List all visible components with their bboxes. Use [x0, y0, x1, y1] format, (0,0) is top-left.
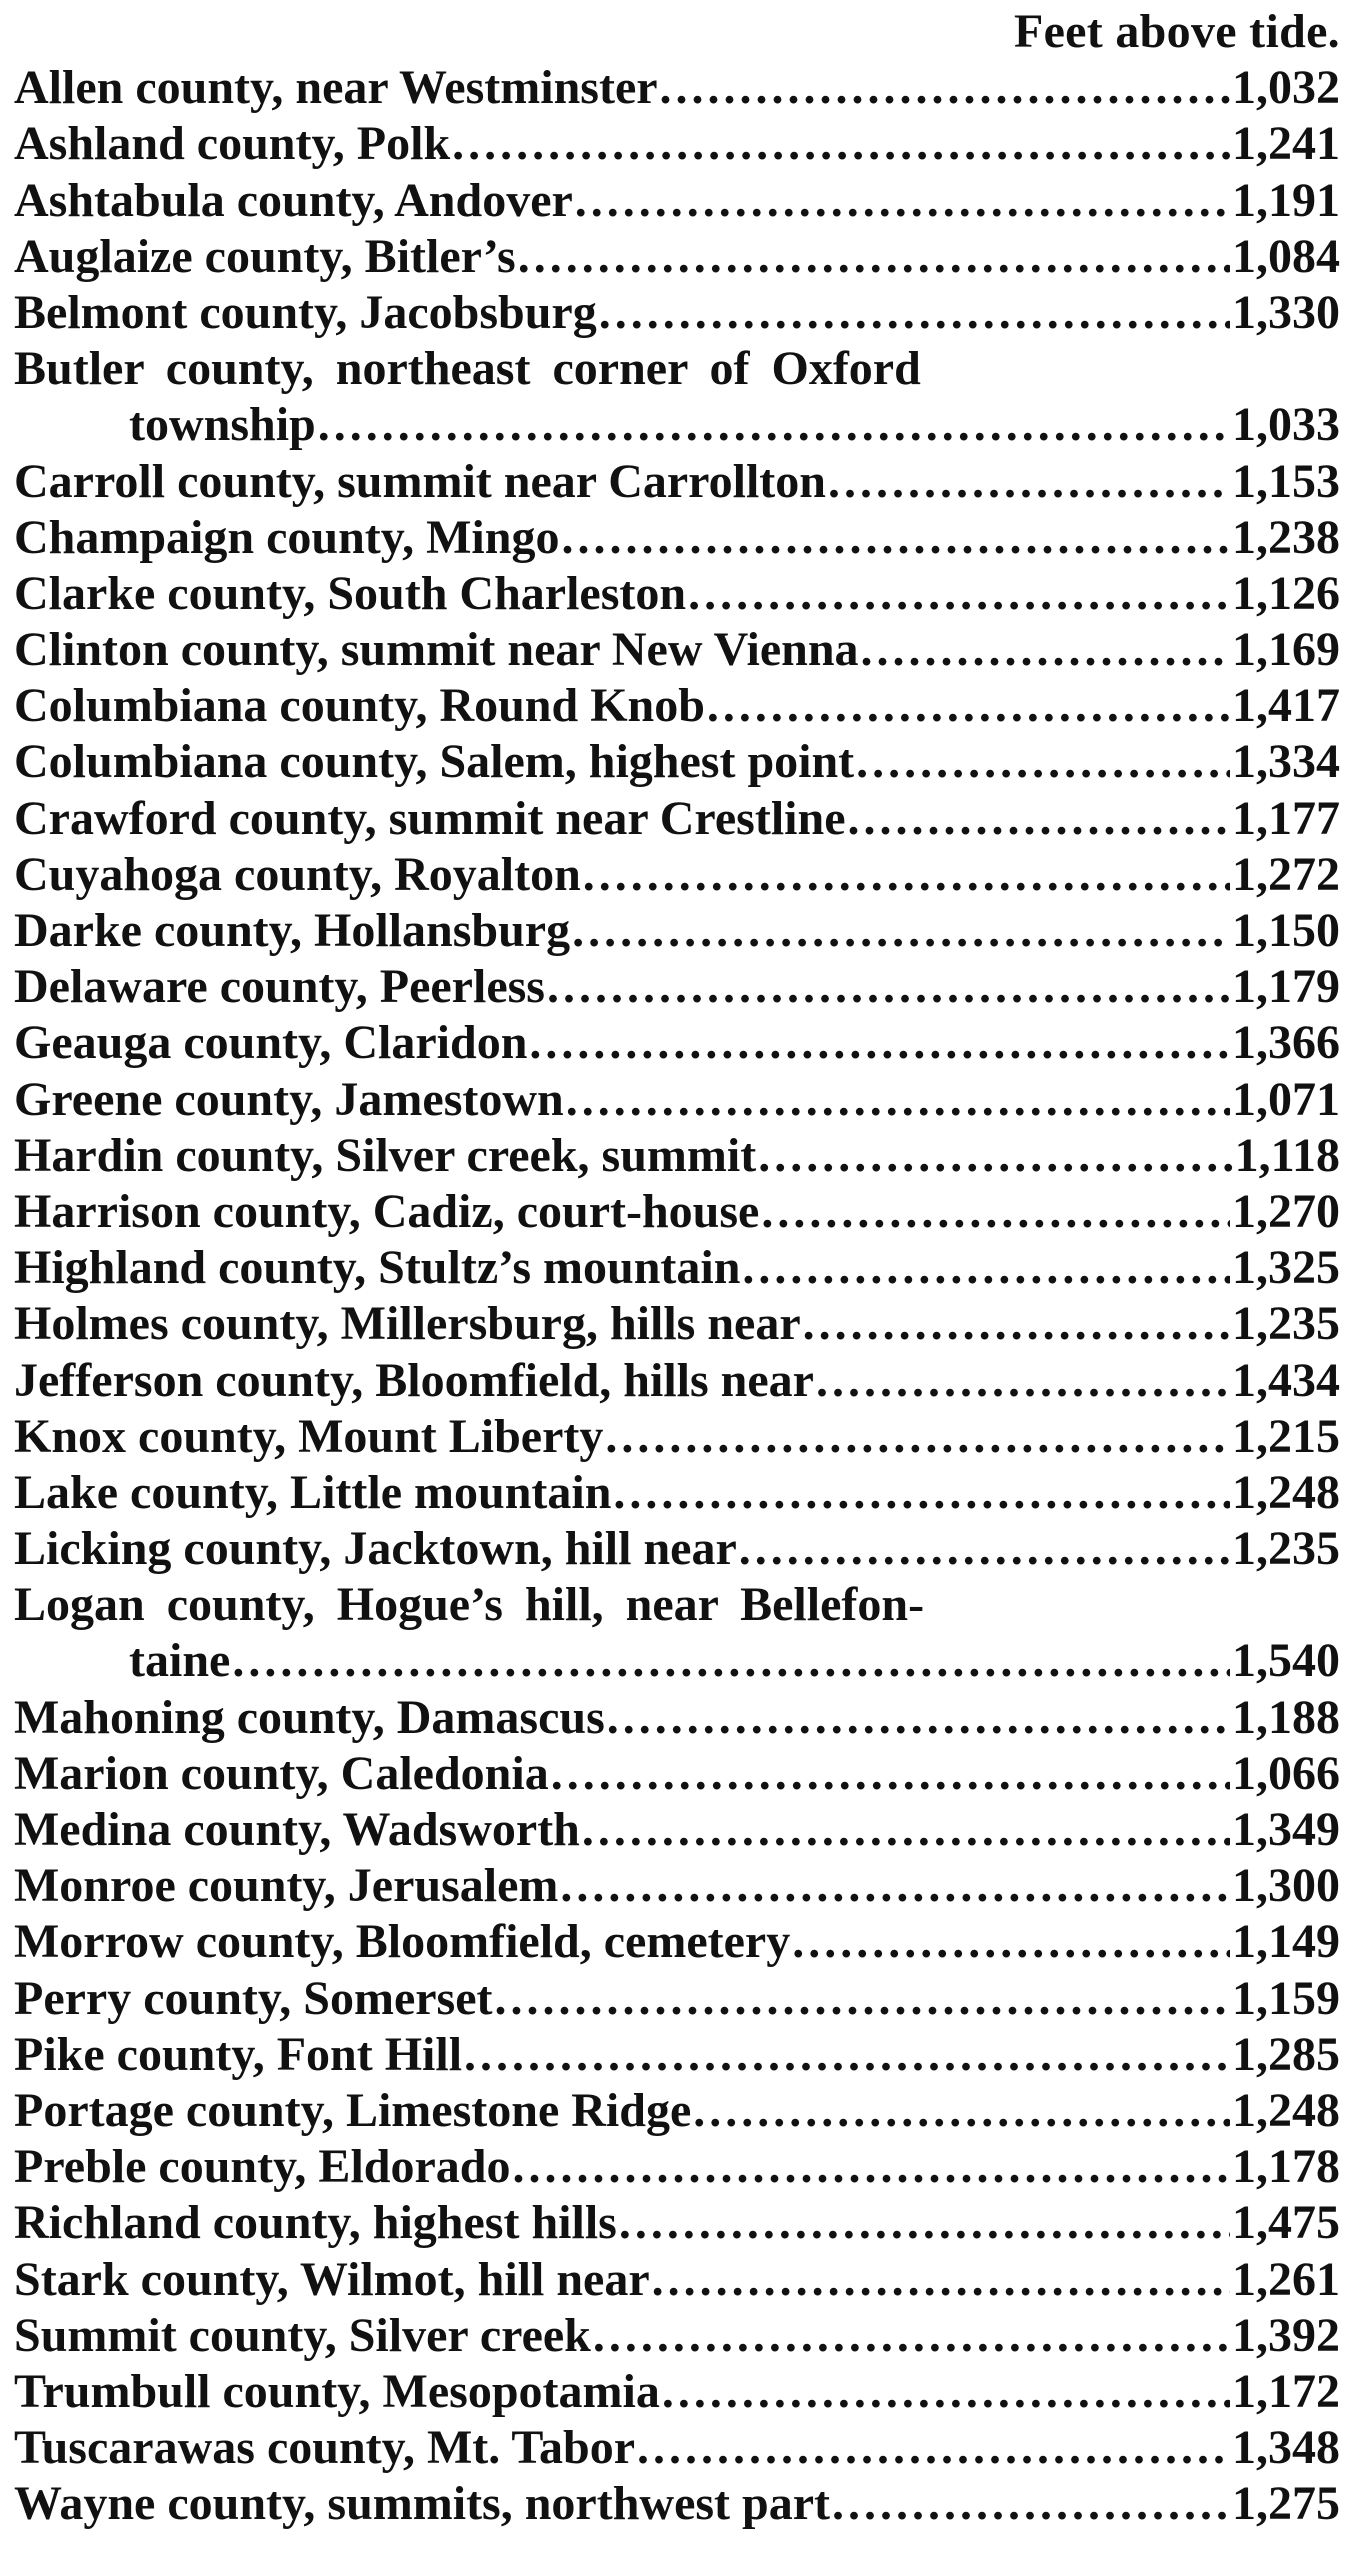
elevation-value: 1,261	[1232, 2252, 1340, 2306]
entry-label: Holmes county, Millersburg, hills near	[14, 1297, 801, 1351]
dot-leader	[637, 2420, 1230, 2476]
dot-leader	[758, 1128, 1232, 1184]
entry-label: Ashland county, Polk	[14, 117, 451, 171]
entry-label: Jefferson county, Bloomfield, hills near	[14, 1353, 814, 1407]
dot-leader	[660, 60, 1230, 116]
elevation-value: 1,238	[1232, 510, 1340, 564]
elevation-value: 1,285	[1232, 2027, 1340, 2081]
dot-leader	[662, 2364, 1230, 2420]
dot-leader	[512, 2139, 1230, 2195]
elevation-value: 1,215	[1232, 1409, 1340, 1463]
elevation-value: 1,177	[1232, 791, 1340, 845]
entry-label: Auglaize county, Bitler’s	[14, 229, 516, 283]
elevation-value: 1,178	[1232, 2140, 1340, 2194]
dot-leader	[495, 1971, 1230, 2027]
elevation-value: 1,349	[1232, 1803, 1340, 1856]
elevation-entry	[14, 1971, 1340, 2027]
dot-leader	[832, 2476, 1230, 2532]
dot-leader	[318, 397, 1230, 453]
elevation-value: 1,300	[1232, 1859, 1340, 1913]
dot-leader	[856, 734, 1230, 790]
elevation-value: 1,334	[1232, 735, 1340, 789]
dot-leader	[828, 454, 1230, 510]
elevation-value: 1,248	[1232, 2083, 1340, 2137]
dot-leader	[605, 1409, 1230, 1465]
elevation-value: 1,475	[1232, 2196, 1340, 2250]
elevation-entry	[14, 1184, 1340, 1240]
elevation-entry	[14, 959, 1340, 1015]
elevation-entry	[14, 229, 1340, 285]
elevation-entry	[14, 397, 1340, 453]
dot-leader	[739, 1521, 1230, 1577]
elevation-entry	[14, 1746, 1340, 1802]
entry-label: Portage county, Limestone Ridge	[14, 2083, 692, 2137]
entry-label: Crawford county, summit near Crestline	[14, 791, 846, 845]
elevation-value: 1,392	[1232, 2308, 1340, 2362]
elevation-entry	[14, 847, 1340, 903]
entry-label: Columbiana county, Round Knob	[14, 679, 705, 733]
elevation-value: 1,330	[1232, 285, 1340, 339]
entry-label: Morrow county, Bloomfield, cemetery	[14, 1915, 791, 1969]
dot-leader	[761, 1184, 1230, 1240]
dot-leader	[561, 510, 1230, 566]
dot-leader	[803, 1296, 1230, 1352]
entry-label: Highland county, Stultz’s mountain	[14, 1241, 741, 1295]
entry-label: Preble county, Eldorado	[14, 2140, 511, 2194]
dot-leader	[529, 1015, 1230, 1071]
entry-label: Perry county, Somerset	[14, 1971, 493, 2025]
dot-leader	[583, 847, 1230, 903]
dot-leader	[607, 1690, 1230, 1746]
elevation-value: 1,084	[1232, 229, 1340, 283]
entry-label-line: Butler county, northeast corner of Oxford	[14, 342, 921, 396]
entry-label: Geauga county, Claridon	[14, 1016, 528, 1070]
entry-label-line: Logan county, Hogue’s hill, near Bellefon-	[14, 1578, 925, 1632]
elevation-value: 1,275	[1232, 2477, 1340, 2531]
entry-label: Hardin county, Silver creek, summit	[14, 1128, 757, 1182]
dot-leader	[572, 903, 1230, 959]
entry-label: Allen county, near Westminster	[14, 61, 658, 115]
entry-label: Columbiana county, Salem, highest point	[14, 735, 855, 789]
elevation-value: 1,235	[1232, 1522, 1340, 1576]
dot-leader	[232, 1633, 1230, 1689]
entry-label: Champaign county, Mingo	[14, 510, 560, 564]
dot-leader	[693, 2083, 1230, 2139]
elevation-value: 1,325	[1232, 1241, 1340, 1295]
elevation-value: 1,149	[1232, 1915, 1340, 1969]
elevation-value: 1,188	[1232, 1690, 1340, 1744]
elevation-entry	[14, 60, 1340, 116]
dot-leader	[652, 2252, 1230, 2308]
entry-label: Pike county, Font Hill	[14, 2027, 463, 2081]
entry-label: Greene county, Jamestown	[14, 1072, 564, 1126]
elevation-entry	[14, 622, 1340, 678]
elevation-entry	[14, 1802, 1340, 1858]
entry-label-continuation: taine	[129, 1634, 231, 1688]
elevation-entry	[14, 791, 1340, 847]
elevation-entry	[14, 1072, 1340, 1128]
elevation-entry	[14, 1633, 1340, 1689]
elevation-entry	[14, 1128, 1340, 1184]
entry-label: Licking county, Jacktown, hill near	[14, 1522, 737, 1576]
dot-leader	[742, 1240, 1230, 1296]
dot-leader	[848, 791, 1231, 847]
elevation-entry	[14, 734, 1340, 790]
elevation-entry	[14, 173, 1340, 229]
elevation-value: 1,270	[1232, 1184, 1340, 1238]
elevation-value: 1,032	[1232, 61, 1340, 115]
dot-leader	[792, 1914, 1230, 1970]
dot-leader	[688, 566, 1230, 622]
elevation-entry	[14, 2139, 1340, 2195]
dot-leader	[547, 959, 1230, 1015]
elevation-value: 1,241	[1232, 117, 1340, 171]
elevation-value: 1,169	[1232, 623, 1340, 677]
elevation-value: 1,235	[1232, 1297, 1340, 1351]
elevation-entry	[14, 1015, 1340, 1071]
entry-label: Trumbull county, Mesopotamia	[14, 2364, 660, 2418]
elevation-entry	[14, 1296, 1340, 1352]
elevation-value: 1,434	[1232, 1353, 1340, 1407]
elevation-entry	[14, 2476, 1340, 2532]
dot-leader	[575, 173, 1230, 229]
entry-label: Tuscarawas county, Mt. Tabor	[14, 2421, 635, 2475]
elevation-entry	[14, 1690, 1340, 1746]
elevation-value: 1,366	[1232, 1016, 1340, 1070]
entry-label: Belmont county, Jacobsburg	[14, 285, 597, 339]
elevation-value: 1,179	[1232, 960, 1340, 1014]
elevation-value: 1,153	[1232, 454, 1340, 508]
dot-leader	[861, 622, 1230, 678]
elevation-list	[14, 60, 1340, 2532]
elevation-entry	[14, 1409, 1340, 1465]
dot-leader	[613, 1465, 1230, 1521]
entry-label: Mahoning county, Damascus	[14, 1690, 605, 1744]
elevation-value: 1,159	[1232, 1971, 1340, 2025]
elevation-entry	[14, 1240, 1340, 1296]
elevation-entry	[14, 2420, 1340, 2476]
dot-leader	[551, 1746, 1230, 1802]
entry-label: Richland county, highest hills	[14, 2196, 617, 2250]
entry-label: Carroll county, summit near Carrollton	[14, 454, 826, 508]
dot-leader	[707, 678, 1230, 734]
elevation-entry	[14, 116, 1340, 172]
elevation-value: 1,191	[1232, 173, 1340, 227]
elevation-value: 1,248	[1232, 1465, 1340, 1519]
entry-label: Harrison county, Cadiz, court-house	[14, 1184, 760, 1238]
elevation-value: 1,272	[1232, 847, 1340, 901]
entry-label: Marion county, Caledonia	[14, 1746, 549, 1800]
elevation-entry	[14, 1858, 1340, 1914]
elevation-entry	[14, 285, 1340, 341]
entry-label: Clarke county, South Charleston	[14, 566, 687, 620]
dot-leader	[593, 2308, 1230, 2364]
entry-label: Clinton county, summit near New Vienna	[14, 623, 859, 677]
elevation-entry	[14, 1353, 1340, 1409]
elevation-entry	[14, 2364, 1340, 2420]
elevation-value: 1,033	[1232, 398, 1340, 452]
entry-label: Delaware county, Peerless	[14, 960, 545, 1014]
elevation-value: 1,126	[1232, 566, 1340, 620]
dot-leader	[816, 1353, 1230, 1409]
elevation-entry	[14, 510, 1340, 566]
dot-leader	[518, 229, 1230, 285]
entry-label-continuation: township	[129, 398, 316, 452]
entry-label: Cuyahoga county, Royalton	[14, 847, 581, 901]
elevation-entry	[14, 2308, 1340, 2364]
elevation-entry	[14, 2027, 1340, 2083]
entry-label: Monroe county, Jerusalem	[14, 1859, 559, 1913]
entry-label: Medina county, Wadsworth	[14, 1803, 580, 1856]
entry-label: Darke county, Hollansburg	[14, 904, 571, 957]
entry-label: Lake county, Little mountain	[14, 1465, 612, 1519]
elevation-value: 1,066	[1232, 1746, 1340, 1800]
elevation-entry	[14, 454, 1340, 510]
entry-label: Ashtabula county, Andover	[14, 173, 573, 227]
elevation-value: 1,417	[1232, 679, 1340, 733]
elevation-entry	[14, 2252, 1340, 2308]
dot-leader	[599, 285, 1230, 341]
elevation-value: 1,540	[1232, 1634, 1340, 1688]
column-header: Feet above tide.	[1013, 5, 1340, 58]
dot-leader	[566, 1072, 1230, 1128]
elevation-value: 1,118	[1234, 1128, 1340, 1182]
dot-leader	[582, 1802, 1230, 1858]
entry-label: Summit county, Silver creek	[14, 2308, 591, 2362]
dot-leader	[560, 1858, 1230, 1914]
elevation-entry	[14, 903, 1340, 959]
entry-label: Wayne county, summits, northwest part	[14, 2477, 831, 2531]
dot-leader	[619, 2195, 1230, 2251]
entry-label: Knox county, Mount Liberty	[14, 1409, 604, 1463]
entry-label: Stark county, Wilmot, hill near	[14, 2252, 650, 2306]
elevation-value: 1,172	[1232, 2364, 1340, 2418]
dot-leader	[464, 2027, 1230, 2083]
elevation-value: 1,348	[1232, 2421, 1340, 2475]
elevation-value: 1,071	[1232, 1072, 1340, 1126]
elevation-entry	[14, 2195, 1340, 2251]
elevation-entry	[14, 566, 1340, 622]
dot-leader	[452, 116, 1230, 172]
elevation-entry	[14, 1914, 1340, 1970]
elevation-entry	[14, 1465, 1340, 1521]
elevation-value: 1,150	[1232, 904, 1340, 957]
elevation-entry	[14, 2083, 1340, 2139]
elevation-entry	[14, 678, 1340, 734]
elevation-entry	[14, 1521, 1340, 1577]
